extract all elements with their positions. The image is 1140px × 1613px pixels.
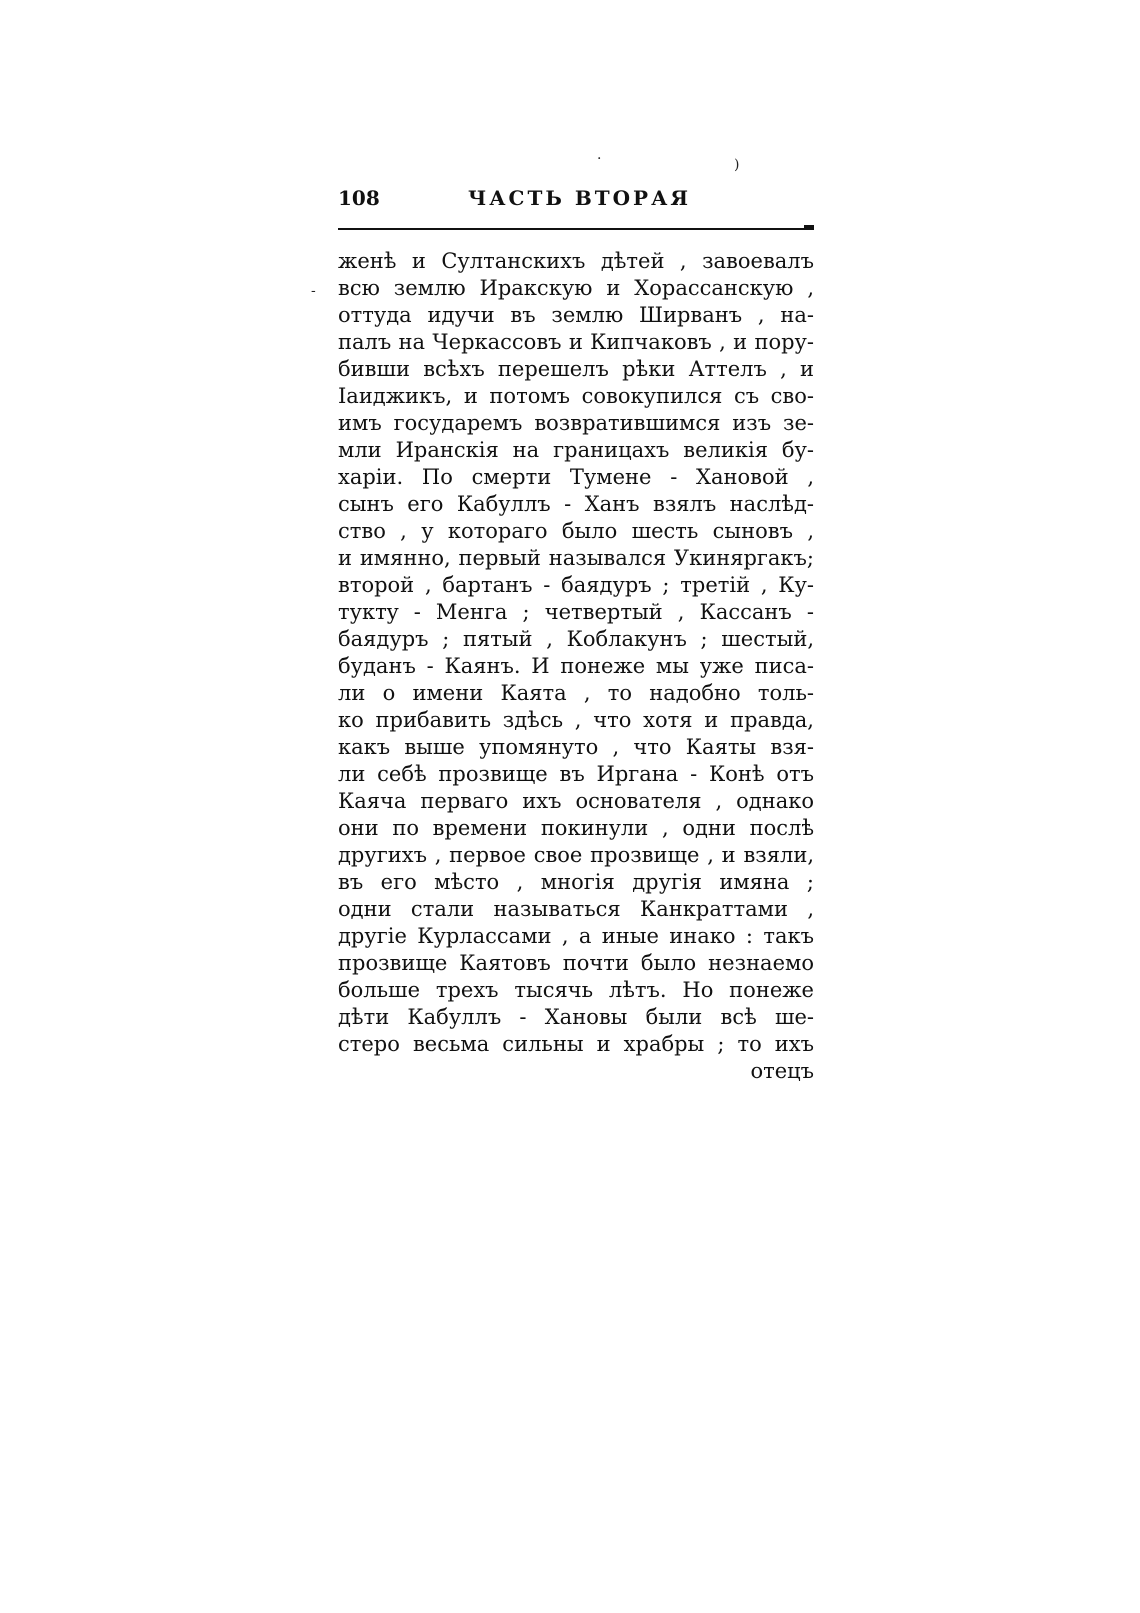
running-head: ЧАСТЬ ВТОРАЯ xyxy=(468,186,691,210)
text-line: ство , у котораго было шесть сыновъ , xyxy=(338,519,814,543)
text-line: буданъ - Каянъ. И понеже мы уже писа- xyxy=(338,654,814,678)
body-text xyxy=(338,248,814,1085)
text-line: сынъ его Кабуллъ - Ханъ взялъ наслѣд- xyxy=(338,492,814,516)
text-line: харіи. По смерти Тумене - Хановой , xyxy=(338,465,814,489)
print-speck: - xyxy=(311,283,316,299)
print-speck: ) xyxy=(734,157,740,173)
print-speck: · xyxy=(597,151,602,167)
catchword: отецъ xyxy=(750,1059,814,1083)
text-line: другихъ , первое свое прозвище , и взяли, xyxy=(338,843,814,867)
page-number: 108 xyxy=(338,186,380,210)
text-line: въ его мѣсто , многія другія имяна ; xyxy=(338,870,814,894)
text-line: баядуръ ; пятый , Коблакунъ ; шестый, xyxy=(338,627,814,651)
text-line: всю землю Иракскую и Хорассанскую , xyxy=(338,276,814,300)
header-rule xyxy=(338,228,814,230)
page-header xyxy=(338,186,816,216)
text-line: они по времени покинули , одни послѣ xyxy=(338,816,814,840)
text-line: второй , бартанъ - баядуръ ; третій , Ку- xyxy=(338,573,814,597)
text-line: бивши всѣхъ перешелъ рѣки Аттелъ , и xyxy=(338,357,814,381)
text-line: женѣ и Султанскихъ дѣтей , завоевалъ xyxy=(338,249,814,273)
text-line: Іаиджикъ, и потомъ совокупился съ сво- xyxy=(338,384,814,408)
text-line: одни стали называться Канкраттами , xyxy=(338,897,814,921)
text-line: ко прибавить здѣсь , что хотя и правда, xyxy=(338,708,814,732)
text-line: другіе Курлассами , а иные инако : такъ xyxy=(338,924,814,948)
text-line: туктy - Менга ; четвертый , Кассанъ - xyxy=(338,600,814,624)
text-line: имъ государемъ возвратившимся изъ зе- xyxy=(338,411,814,435)
text-line: больше трехъ тысячь лѣтъ. Но понеже xyxy=(338,978,814,1002)
text-line: ли о имени Каята , то надобно толь- xyxy=(338,681,814,705)
text-line: какъ выше упомянуто , что Каяты взя- xyxy=(338,735,814,759)
text-line: стеро весьма сильны и храбры ; то ихъ xyxy=(338,1032,814,1056)
text-line: дѣти Кабуллъ - Хановы были всѣ ше- xyxy=(338,1005,814,1029)
text-line: и имянно, первый назывался Укиняргакъ; xyxy=(338,546,814,570)
text-line: палъ на Черкассовъ и Кипчаковъ , и пору- xyxy=(338,330,814,354)
text-line: прозвище Каятовъ почти было незнаемо xyxy=(338,951,814,975)
text-line: мли Иранскія на границахъ великія бу- xyxy=(338,438,814,462)
text-line: Каяча перваго ихъ основателя , однако xyxy=(338,789,814,813)
text-line: оттуда идучи въ землю Ширванъ , на- xyxy=(338,303,814,327)
text-line: ли себѣ прозвище въ Иргана - Конѣ отъ xyxy=(338,762,814,786)
